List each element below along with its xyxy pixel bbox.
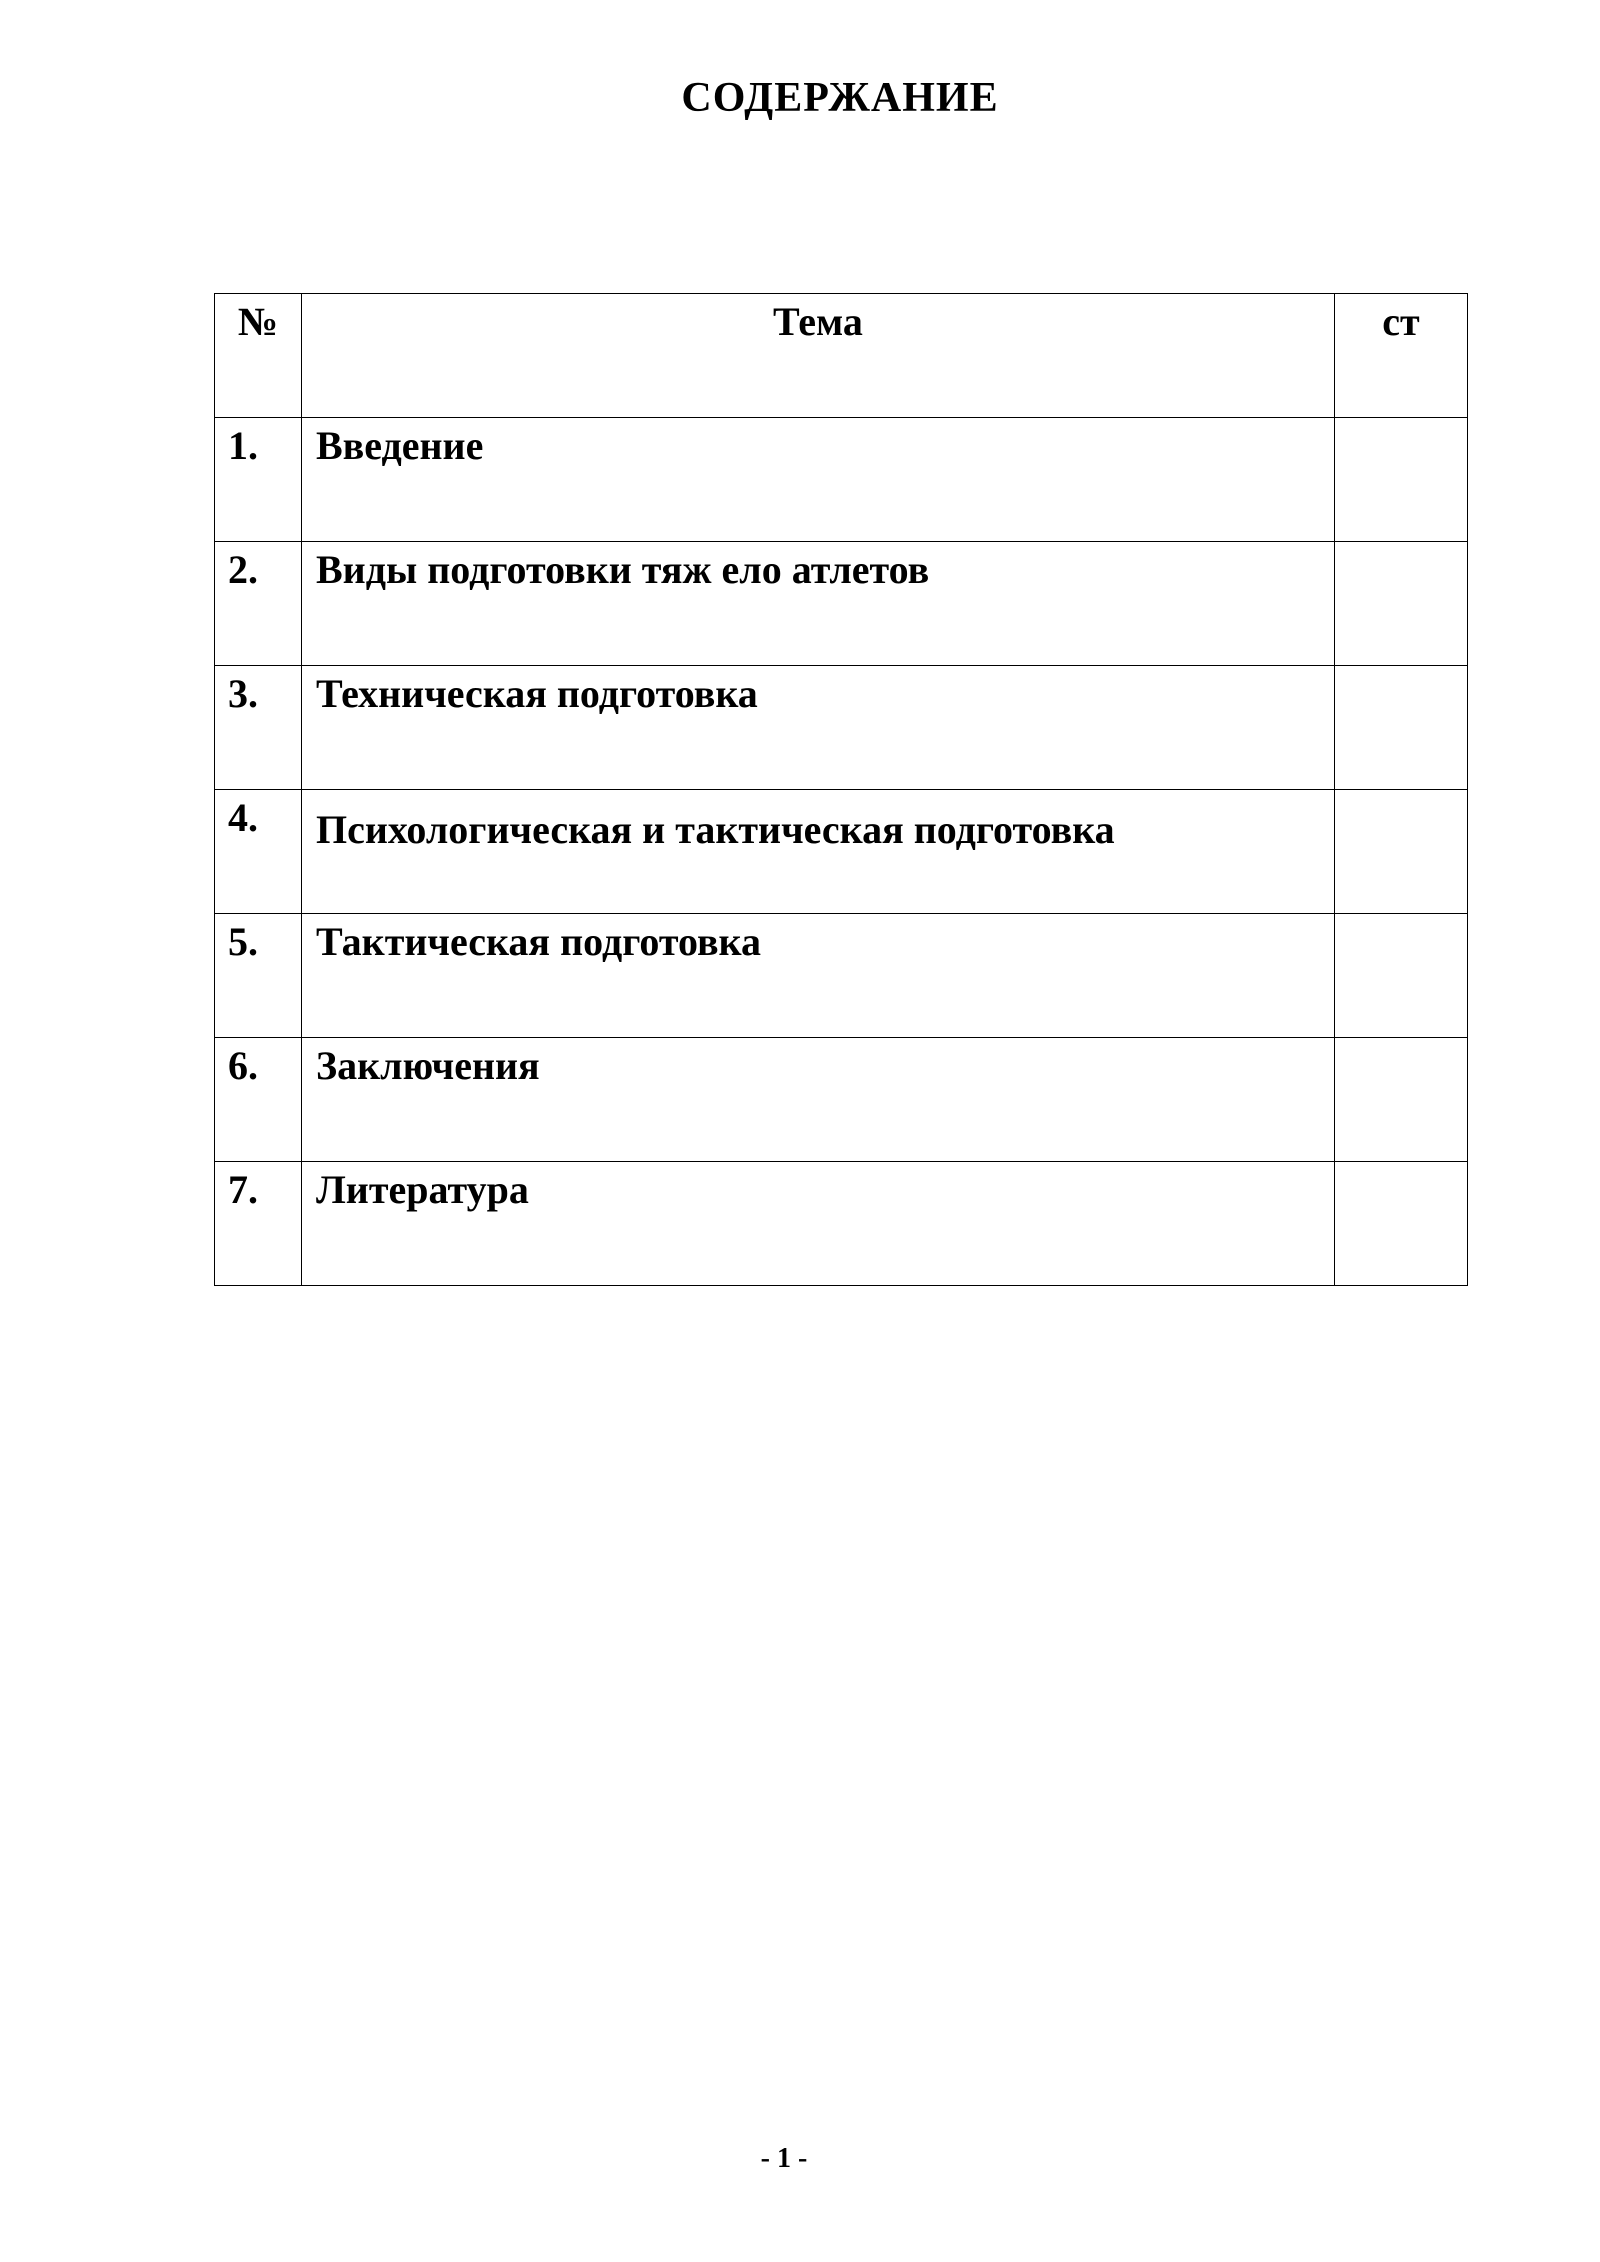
- row-page: [1335, 542, 1468, 666]
- row-page: [1335, 666, 1468, 790]
- row-page: [1335, 1162, 1468, 1286]
- row-topic: Психологическая и тактическая подготовка: [302, 790, 1335, 914]
- table-row: [215, 666, 1468, 790]
- row-topic: Заключения: [302, 1038, 1335, 1162]
- contents-table: [214, 293, 1468, 1286]
- row-number: 4.: [215, 790, 302, 914]
- row-topic: Введение: [302, 418, 1335, 542]
- row-page: [1335, 914, 1468, 1038]
- page-title: СОДЕРЖАНИЕ: [681, 75, 999, 121]
- row-page: [1335, 418, 1468, 542]
- row-page: [1335, 1038, 1468, 1162]
- table-row: [215, 1162, 1468, 1286]
- row-number: 1.: [215, 418, 302, 542]
- row-page: [1335, 790, 1468, 914]
- table-row: [215, 914, 1468, 1038]
- header-topic: Тема: [302, 294, 1335, 418]
- row-topic: Техническая подготовка: [302, 666, 1335, 790]
- row-number: 5.: [215, 914, 302, 1038]
- table-header-row: [215, 294, 1468, 418]
- header-page: ст: [1335, 294, 1468, 418]
- row-topic: Виды подготовки тяж ело атлетов: [302, 542, 1335, 666]
- table-row: [215, 418, 1468, 542]
- row-number: 7.: [215, 1162, 302, 1286]
- header-number: №: [215, 294, 302, 418]
- table-row: [215, 542, 1468, 666]
- table-row: [215, 1038, 1468, 1162]
- row-topic: Тактическая подготовка: [302, 914, 1335, 1038]
- row-number: 6.: [215, 1038, 302, 1162]
- row-number: 2.: [215, 542, 302, 666]
- row-number: 3.: [215, 666, 302, 790]
- page-number: - 1 -: [760, 2143, 808, 2174]
- table-row: [215, 790, 1468, 914]
- row-topic: Литература: [302, 1162, 1335, 1286]
